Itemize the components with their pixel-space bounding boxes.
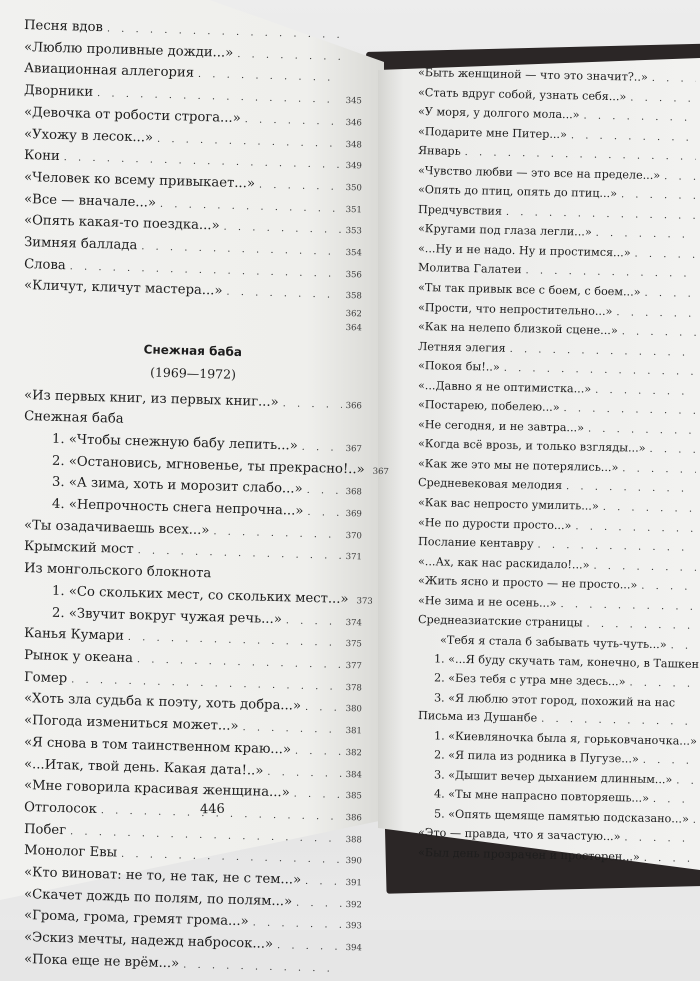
- toc-entry: Отголосок . . . 386: [24, 798, 362, 829]
- toc-entry: 3. «А зима, хоть и морозит слабо...» . . . 368: [24, 472, 362, 503]
- toc-entry: «Хоть зла судьба к поэту, хоть добра...» . . . 380: [24, 689, 362, 720]
- toc-entry: «...Ну и не надо. Ну и простимся...» . . .: [418, 240, 700, 265]
- toc-entry: Рынок у океана . . . 377: [24, 646, 362, 677]
- toc-entry: Молитва Галатеи . . .: [418, 259, 700, 284]
- toc-entry: «Был день прозрачен и просторен...» . . .: [418, 844, 700, 864]
- toc-entry: «Когда всё врозь, и только взгляды...» . . .: [418, 435, 700, 460]
- toc-entry: Предчувствия . . .: [418, 201, 700, 226]
- toc-entry: Зимняя баллада . . . 354: [24, 233, 362, 264]
- toc-entry: Слова . . . 356: [24, 255, 362, 286]
- right-contents-list: [418, 64, 700, 863]
- toc-entry: «Как вас непросто умилить...» . . .: [418, 494, 700, 519]
- toc-entry: 5. «Опять щемяще памятью подсказано...» . . .: [418, 805, 700, 830]
- toc-entry: 1. «...Я буду скучать там, конечно, в Ташкен: [433, 652, 700, 672]
- toc-entry: «Все — вначале...» . . . 351: [24, 190, 362, 221]
- left-contents-list: [23, 16, 390, 972]
- section-years: (1969—1972): [149, 364, 237, 382]
- toc-entry: Побег . . . 388: [24, 820, 362, 851]
- toc-entry: «Как на нелепо близкой сцене...» . . .: [418, 318, 700, 343]
- toc-entry: Послание кентавру . . .: [418, 533, 700, 558]
- toc-entry: 3. «Дышит вечер дыханием длинным...» . . .: [418, 766, 700, 791]
- toc-entry: Из монгольского блокнота: [23, 561, 212, 582]
- toc-entry: «Опять какая-то поездка...» . . . 353: [24, 211, 362, 242]
- page-number: 446: [199, 801, 226, 818]
- toc-entry: «Эскиз мечты, надежд набросок...» . . . 394: [24, 928, 362, 959]
- toc-entry: «Постарею, побелею...» . . .: [418, 396, 700, 421]
- toc-entry: 3. «Я люблю этот город, похожий на нас: [433, 690, 676, 709]
- toc-entry: «Ты так привык все с боем, с боем...» . . .: [418, 279, 700, 304]
- toc-entry: «Быть женщиной — что это значит?..» . . .: [418, 64, 700, 89]
- toc-entry: «Кличут, кличут мастера...» . . . 358: [24, 276, 362, 307]
- toc-entry: Кони . . . 349: [24, 146, 362, 177]
- toc-entry: «Не по дурости просто...» . . .: [418, 514, 700, 539]
- toc-entry: Снежная баба: [23, 409, 124, 428]
- toc-entry: Песня вдов . . .: [24, 16, 362, 47]
- toc-entry: Гомер . . . 378: [24, 668, 362, 699]
- toc-entry: «Стать вдруг собой, узнать себя...» . . .: [418, 84, 700, 109]
- toc-entry: «Ты озадачиваешь всех...» . . . 370: [24, 516, 362, 547]
- toc-entry: «Погода измениться может...» . . . 381: [24, 711, 362, 742]
- toc-entry: Монолог Евы . . . 390: [24, 841, 362, 872]
- toc-entry: 4. «Непрочность снега непрочна...» . . . 369: [24, 494, 362, 525]
- toc-entry: Летняя элегия . . .: [418, 338, 700, 363]
- toc-entry: Авиационная аллегория . . .: [24, 59, 362, 90]
- toc-entry: «Скачет дождь по полям, по полям...» . . . 392: [24, 885, 362, 916]
- toc-entry: «Покоя бы!..» . . .: [418, 357, 700, 382]
- toc-entry: «Кто виноват: не то, не так, не с тем...» . . . 391: [24, 863, 362, 894]
- toc-entry: 362: [345, 309, 363, 320]
- toc-entry: «Пока еще не врём...» . . .: [24, 950, 362, 981]
- toc-entry: «...Давно я не оптимистка...» . . .: [418, 377, 700, 402]
- toc-entry: «Люблю проливные дожди...» . . .: [24, 38, 362, 69]
- toc-entry: 4. «Ты мне напрасно повторяешь...» . . .: [418, 785, 700, 810]
- toc-entry: «...Итак, твой день. Какая дата!..» . . . 384: [24, 755, 362, 786]
- toc-entry: «Не зима и не осень...» . . .: [418, 592, 700, 617]
- toc-entry: «Грома, грома, гремят грома...» . . . 393: [24, 906, 362, 937]
- toc-entry: «Ухожу в лесок...» . . . 348: [24, 125, 362, 156]
- toc-entry: «Опять до птиц, опять до птиц...» . . .: [418, 181, 700, 206]
- toc-entry: «Мне говорила красивая женщина...» . . . 385: [24, 776, 362, 807]
- toc-entry: «У моря, у долгого мола...» . . .: [418, 103, 700, 128]
- toc-entry: «Как же это мы не потерялись...» . . .: [418, 455, 700, 480]
- toc-entry: 2. «Остановись, мгновенье, ты прекрасно!..» . . . 367: [24, 451, 362, 482]
- toc-entry: Крымский мост . . . 371: [24, 537, 362, 568]
- toc-entry: 364: [345, 323, 363, 334]
- toc-entry: «Из первых книг, из первых книг...» . . . 366: [24, 386, 362, 417]
- toc-entry: Письма из Душанбе . . .: [418, 707, 700, 732]
- toc-entry: 2. «Я пила из родника в Пугузе...» . . .: [418, 746, 700, 771]
- toc-entry: «Подарите мне Питер...» . . .: [418, 123, 700, 148]
- toc-entry: «Человек ко всему привыкает...» . . . 350: [24, 168, 362, 199]
- toc-entry: «Я снова в том таинственном краю...» . . . 382: [24, 733, 362, 764]
- toc-entry: Среднеазиатские страницы . . .: [418, 611, 700, 636]
- toc-entry: «Прости, что непростительно...» . . .: [418, 299, 700, 324]
- toc-entry: «Не сегодня, и не завтра...» . . .: [418, 416, 700, 441]
- toc-entry: 2. «Звучит вокруг чужая речь...» . . . 374: [24, 603, 362, 634]
- toc-entry: 1. «Чтобы снежную бабу лепить...» . . . 367: [24, 429, 362, 460]
- toc-entry: «Это — правда, что я зачастую...» . . .: [418, 824, 700, 849]
- toc-entry: «...Ах, как нас раскидало!...» . . .: [418, 553, 700, 578]
- toc-entry: Январь . . .: [418, 142, 700, 167]
- toc-entry: 1. «Киевляночка была я, горьковчаночка...»: [433, 728, 698, 748]
- toc-entry: «Девочка от робости строга...» . . . 346: [24, 103, 362, 134]
- toc-entry: 1. «Со скольких мест, со скольких мест...» . . . 373: [24, 581, 362, 612]
- toc-entry: «Чувство любви — это все на пределе...» . . .: [418, 162, 700, 187]
- toc-entry: Канья Кумари . . . 375: [24, 624, 362, 655]
- toc-entry: «Кругами под глаза легли...» . . .: [418, 220, 700, 245]
- toc-entry: «Жить ясно и просто — не просто...» . . .: [418, 572, 700, 597]
- toc-entry: «Тебя я стала б забывать чуть-чуть...» . . .: [418, 631, 700, 656]
- toc-entry: Дворники . . . 345: [24, 81, 362, 112]
- toc-entry: Средневековая мелодия . . .: [418, 474, 700, 499]
- section-title: Снежная баба: [143, 342, 243, 360]
- toc-entry: 2. «Без тебя с утра мне здесь...» . . .: [418, 669, 700, 694]
